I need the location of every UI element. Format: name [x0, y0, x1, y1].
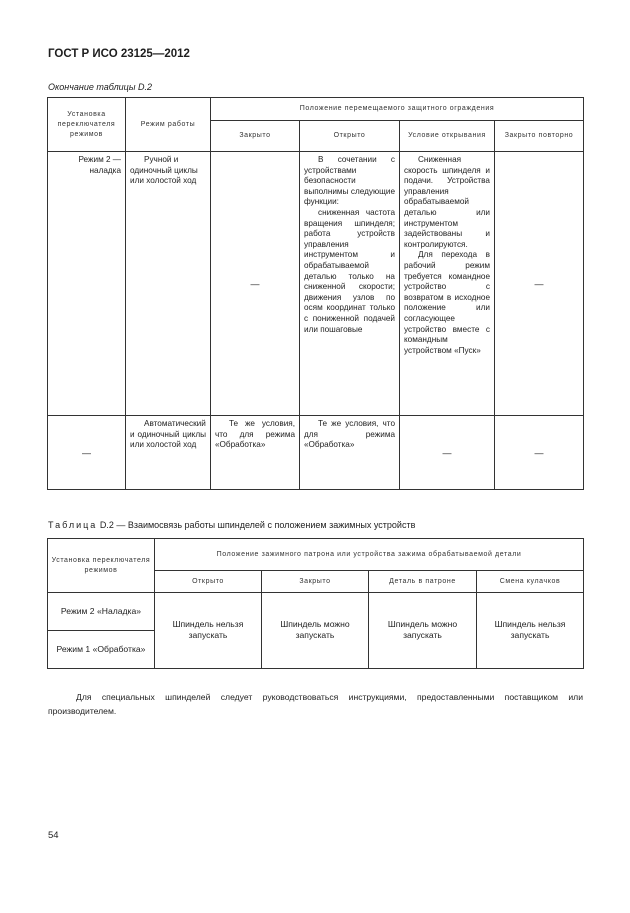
- note-paragraph: Для специальных шпинделей следует руководствоваться инструкциями, предоставленными поставщиком или производителем.: [48, 692, 583, 716]
- cell-closed: Шпиндель можно запускать: [262, 593, 369, 669]
- header-work-mode: Режим работы: [126, 98, 211, 152]
- cell-jaw-change: Шпиндель нельзя запускать: [477, 593, 584, 669]
- cell-closed: Те же условия, что для режима «Обработка»: [211, 416, 300, 490]
- header-chuck-position: Положение зажимного патрона или устройства зажима обрабатываемой детали: [155, 539, 584, 571]
- header-open: Открыто: [155, 571, 262, 593]
- header-condition-opening: Условие открывания: [400, 121, 495, 152]
- cell-open: Те же условия, что для режима «Обработка»: [300, 416, 400, 490]
- page-number: 54: [48, 830, 59, 841]
- cell-condition: Сниженная скорость шпинделя и подачи. Устройства управления обрабатываемой деталью или инструментом задействованы и контролируются. Для перехода в рабочий режим требуется командное устройство с возвратом в исходное положение или согласующее устройство вместе с командным устройством «Пуск»: [400, 152, 495, 416]
- table-row: [48, 416, 584, 490]
- header-guard-position: Положение перемещаемого защитного ограждения: [211, 98, 584, 121]
- table-mode-guard: [47, 97, 584, 490]
- cell-work: Автоматический и одиночный циклы или холостой ход: [126, 416, 211, 490]
- header-mode-switch: Установка переключателя режимов: [48, 539, 155, 593]
- header-part-in-chuck: Деталь в патроне: [369, 571, 477, 593]
- table-row: [48, 593, 584, 631]
- cell-closed-again: —: [495, 152, 584, 416]
- table2-caption: Таблица D.2 — Взаимосвязь работы шпинделей с положением зажимных устройств: [48, 520, 416, 530]
- cell-mode: —: [48, 416, 126, 490]
- table1-caption: Окончание таблицы D.2: [48, 82, 152, 92]
- cell-open: Шпиндель нельзя запускать: [155, 593, 262, 669]
- cell-part-in-chuck: Шпиндель можно запускать: [369, 593, 477, 669]
- cell-closed-again: —: [495, 416, 584, 490]
- header-open: Открыто: [300, 121, 400, 152]
- cell-closed: —: [211, 152, 300, 416]
- header-closed-again: Закрыто повторно: [495, 121, 584, 152]
- header-jaw-change: Смена кулачков: [477, 571, 584, 593]
- table-spindle-clamping: [47, 538, 584, 669]
- header-closed: Закрыто: [262, 571, 369, 593]
- cell-mode-1: Режим 2 «Наладка»: [48, 593, 155, 631]
- cell-mode: Режим 2 — наладка: [48, 152, 126, 416]
- header-mode-switch: Установка переключателя режимов: [48, 98, 126, 152]
- cell-open: В сочетании с устройствами безопасности выполнимы следующие функции: сниженная частота вращения шпинделя; работа устройств управления инструментом и обрабатываемой деталью только на сниженной скорости; движения узлов по осям координат только с пониженной подачей или пошаговые: [300, 152, 400, 416]
- header-closed: Закрыто: [211, 121, 300, 152]
- cell-mode-2: Режим 1 «Обработка»: [48, 631, 155, 669]
- cell-condition: —: [400, 416, 495, 490]
- document-header: ГОСТ Р ИСО 23125—2012: [48, 48, 190, 60]
- table-row: [48, 152, 584, 416]
- cell-work: Ручной и одиночный циклы или холостой ход: [126, 152, 211, 416]
